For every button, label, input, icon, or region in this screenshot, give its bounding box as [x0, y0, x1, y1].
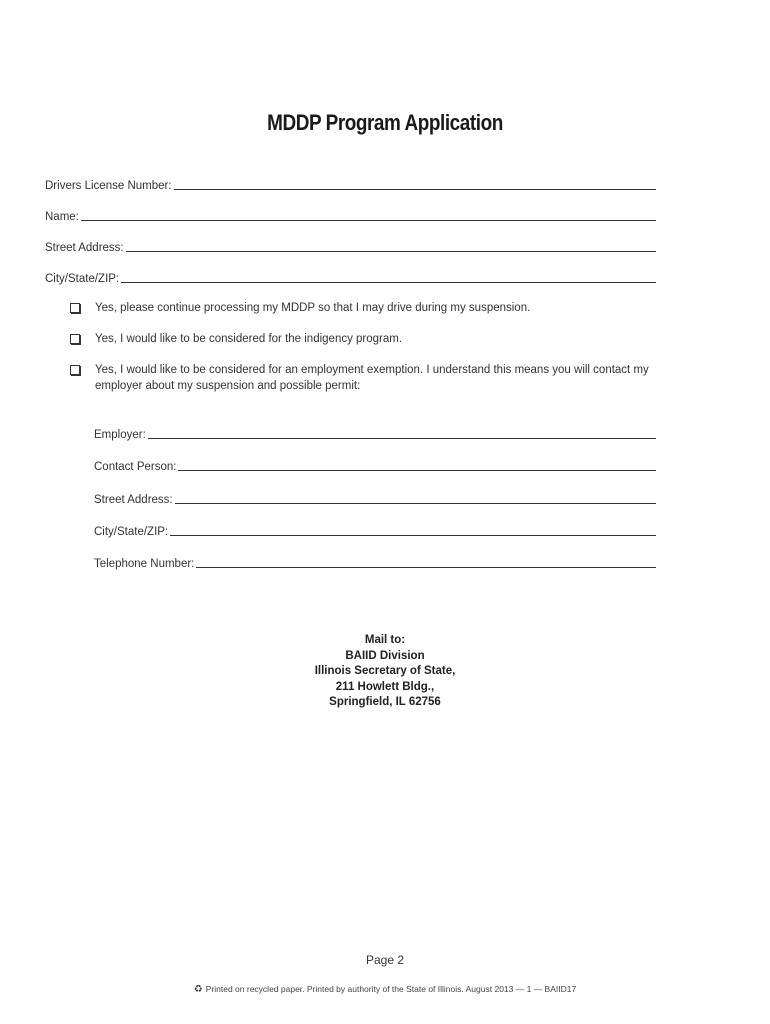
recycle-icon: ♻ [193, 984, 203, 995]
continue-checkbox[interactable] [70, 303, 80, 313]
footer [0, 984, 770, 995]
contact-person-field[interactable] [94, 457, 656, 473]
mailing-address [0, 633, 770, 711]
employer-label: Employer: [94, 429, 146, 441]
employer-line[interactable] [148, 426, 656, 439]
drivers-license-label: Drivers License Number: [45, 180, 172, 192]
continue-label: Yes, please continue processing my MDDP so that I may drive during my suspension. [95, 302, 531, 314]
employer-street-line[interactable] [175, 491, 656, 504]
mail-to-label: Mail to: [364, 634, 406, 646]
telephone-label: Telephone Number: [94, 558, 195, 570]
employer-field[interactable] [94, 425, 656, 441]
employer-city-line[interactable] [170, 523, 656, 536]
indigency-label: Yes, I would like to be considered for the indigency program. [95, 333, 403, 345]
employer-street-field[interactable] [94, 490, 656, 506]
street-address-line[interactable] [126, 239, 656, 252]
mail-office: Illinois Secretary of State, [314, 665, 456, 678]
employer-city-label: City/State/ZIP: [94, 526, 169, 538]
employment-checkbox[interactable] [70, 365, 80, 375]
drivers-license-field[interactable] [45, 176, 656, 192]
employment-label: Yes, I would like to be considered for an employment exemption. I understand this means you will contact my employer about my suspension and possible permit: [95, 364, 649, 392]
name-field[interactable] [45, 207, 656, 223]
contact-person-line[interactable] [178, 458, 656, 471]
indigency-checkbox[interactable] [70, 334, 80, 344]
street-address-field[interactable] [45, 238, 656, 254]
telephone-field[interactable] [94, 554, 656, 570]
city-state-zip-line[interactable] [121, 270, 656, 283]
option-employment [70, 362, 690, 394]
mail-city: Springfield, IL 62756 [329, 696, 441, 709]
footer-text: Printed on recycled paper. Printed by authority of the State of Illinois. August 2013 — 1 — BAIID17 [205, 984, 577, 994]
page-number: Page 2 [365, 953, 405, 967]
option-indigency [70, 331, 690, 347]
street-address-label: Street Address: [45, 242, 124, 254]
name-label: Name: [45, 211, 79, 223]
name-line[interactable] [81, 208, 656, 221]
drivers-license-line[interactable] [174, 177, 656, 190]
city-state-zip-field[interactable] [45, 269, 656, 285]
contact-person-label: Contact Person: [94, 461, 177, 473]
employer-city-field[interactable] [94, 522, 656, 538]
mail-building: 211 Howlett Bldg., [335, 680, 435, 693]
employer-street-label: Street Address: [94, 494, 173, 506]
telephone-line[interactable] [196, 555, 656, 568]
city-state-zip-label: City/State/ZIP: [45, 273, 120, 285]
mail-division: BAIID Division [345, 649, 425, 662]
page-title: MDDP Program Application [267, 110, 503, 135]
option-continue [70, 300, 690, 316]
